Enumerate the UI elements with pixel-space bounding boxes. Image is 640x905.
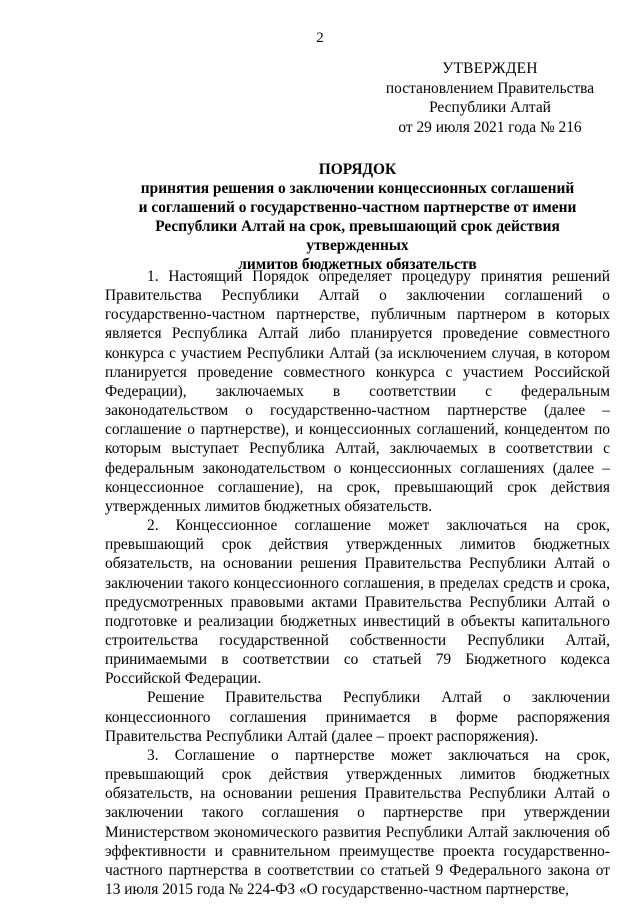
- heading-line-4: лимитов бюджетных обязательств: [238, 256, 477, 273]
- approval-line-2: Республики Алтай: [429, 99, 551, 116]
- approval-title: УТВЕРЖДЕН: [442, 60, 538, 77]
- heading-line-1: принятия решения о заключении концессионных соглашений: [140, 180, 575, 197]
- approval-stamp: [370, 59, 610, 137]
- heading-title: ПОРЯДОК: [318, 161, 397, 178]
- approval-line-1: постановлением Правительства: [385, 79, 595, 97]
- paragraph-3: 3. Соглашение о партнерстве может заключаться на срок, превышающий срок действия утвержденных лимитов бюджетных обязательств, на основании решения Правительства Республики Алтай о заключении такого соглашения о партнерстве при утверждении Министерством экономического развития Республики Алтай заключения об эффективности и сравнительном преимуществе проекта государственно-частного партнерства в соответствии со статьей 9 Федерального закона от 13 июля 2015 года № 224-ФЗ «О государственно-частном партнерстве,: [105, 746, 610, 898]
- document-body: [105, 267, 610, 899]
- paragraph-1: 1. Настоящий Порядок определяет процедуру принятия решений Правительства Республики Алтай о заключении соглашений о государственно-частном партнерстве, публичным партнером в которых является Республика Алтай либо планируется проведение совместного конкурса с участием Республики Алтай (за исключением случая, в котором планируется проведение совместного конкурса с участием Российской Федерации), заключаемых в соответствии с федеральным законодательством о государственно-частном партнерстве (далее – соглашение о партнерстве), и концессионных соглашений, концедентом по которым выступает Республика Алтай, заключаемых в соответствии с федеральным законодательством о концессионных соглашениях (далее – концессионное соглашение), на срок, превышающий срок действия утвержденных лимитов бюджетных обязательств.: [105, 268, 610, 515]
- heading-line-2: и соглашений о государственно-частном партнерстве от имени: [138, 199, 577, 216]
- heading-line-3: Республики Алтай на срок, превышающий срок действия утвержденных: [155, 218, 560, 254]
- approval-line-3: от 29 июля 2021 года № 216: [398, 118, 582, 136]
- document-heading: [105, 160, 610, 274]
- paragraph-2: 2. Концессионное соглашение может заключаться на срок, превышающий срок действия утвержденных лимитов бюджетных обязательств, на основании решения Правительства Республики Алтай о заключении такого концессионного соглашения, в пределах средств и срока, предусмотренных правовыми актами Правительства Республики Алтай о подготовке и реализации бюджетных инвестиций в объекты капитального строительства государственной собственности Республики Алтай, принимаемыми в соответствии со статьей 79 Бюджетного кодекса Российской Федерации.: [105, 517, 610, 688]
- paragraph-2-decision: Решение Правительства Республики Алтай о заключении концессионного соглашения принимается в форме распоряжения Правительства Республики Алтай (далее – проект распоряжения).: [105, 689, 610, 745]
- page-number: 2: [316, 30, 324, 46]
